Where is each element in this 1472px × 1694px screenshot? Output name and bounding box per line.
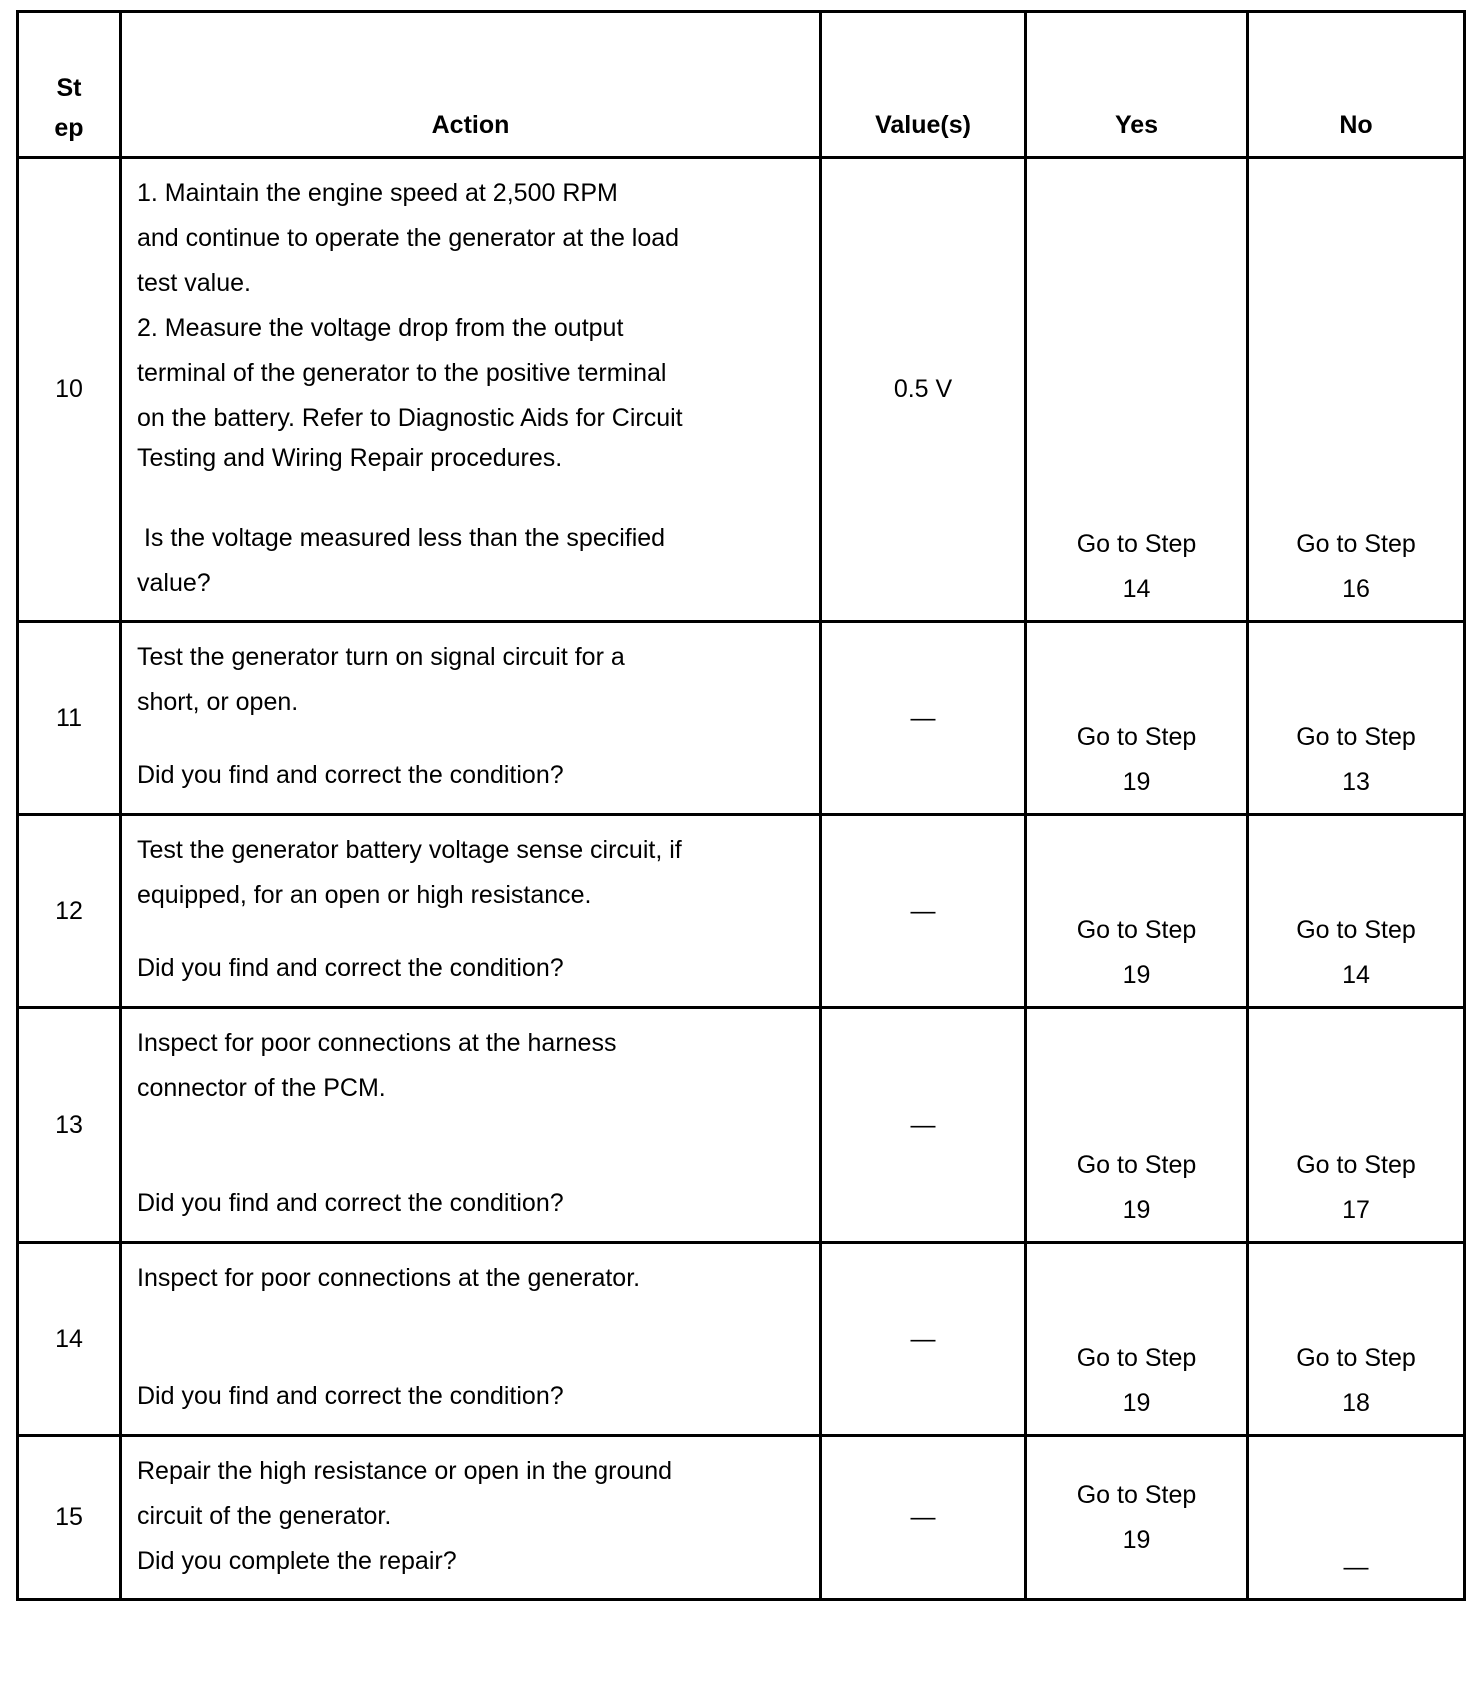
value-cell: 0.5 V bbox=[821, 158, 1026, 622]
question-line: Did you complete the repair? bbox=[137, 1547, 457, 1575]
no-value-dash: — bbox=[1343, 1553, 1369, 1581]
header-yes: Yes bbox=[1026, 12, 1248, 158]
no-cell bbox=[1248, 815, 1465, 1008]
value-cell: — bbox=[821, 815, 1026, 1008]
no-cell bbox=[1248, 158, 1465, 622]
yes-goto-label: Go to Step bbox=[1076, 1151, 1197, 1179]
header-action: Action bbox=[121, 12, 821, 158]
action-line: Test the generator battery voltage sense circuit, if bbox=[137, 836, 682, 864]
no-goto-step: 16 bbox=[1342, 575, 1370, 603]
yes-goto-step: 19 bbox=[1122, 1389, 1151, 1417]
question-line: Did you find and correct the condition? bbox=[137, 954, 564, 982]
yes-goto-label: Go to Step bbox=[1076, 723, 1197, 751]
yes-goto-label: Go to Step bbox=[1076, 1344, 1197, 1372]
yes-goto-step: 19 bbox=[1122, 768, 1151, 796]
step-number: 11 bbox=[18, 622, 121, 815]
value-cell: — bbox=[821, 1436, 1026, 1600]
action-line: Inspect for poor connections at the harness bbox=[137, 1029, 617, 1057]
value-cell: — bbox=[821, 622, 1026, 815]
question-line: Did you find and correct the condition? bbox=[137, 1382, 564, 1410]
action-cell bbox=[121, 622, 821, 815]
header-step bbox=[18, 12, 121, 158]
yes-cell bbox=[1026, 158, 1248, 622]
action-line: on the battery. Refer to Diagnostic Aids for Circuit bbox=[137, 404, 683, 432]
action-line: Test the generator turn on signal circuit for a bbox=[137, 643, 625, 671]
yes-goto-label: Go to Step bbox=[1076, 530, 1197, 558]
no-goto-label: Go to Step bbox=[1296, 916, 1416, 944]
header-step-line1: St bbox=[56, 74, 82, 102]
no-goto-label: Go to Step bbox=[1296, 723, 1416, 751]
step-number: 10 bbox=[18, 158, 121, 622]
yes-goto-label: Go to Step bbox=[1076, 1480, 1197, 1509]
table-row bbox=[18, 1436, 1465, 1600]
action-cell bbox=[121, 815, 821, 1008]
action-line: 1. Maintain the engine speed at 2,500 RPM bbox=[137, 179, 618, 207]
table-row bbox=[18, 158, 1465, 622]
action-cell bbox=[121, 1008, 821, 1243]
action-line: and continue to operate the generator at the load bbox=[137, 224, 680, 252]
yes-cell bbox=[1026, 815, 1248, 1008]
action-line: equipped, for an open or high resistance. bbox=[137, 881, 592, 909]
question-line: Did you find and correct the condition? bbox=[137, 1189, 564, 1217]
action-line: terminal of the generator to the positive terminal bbox=[137, 359, 667, 387]
action-line: Inspect for poor connections at the generator. bbox=[137, 1264, 641, 1292]
yes-goto-step: 19 bbox=[1122, 1525, 1151, 1554]
yes-cell bbox=[1026, 1436, 1248, 1600]
diagnostic-table bbox=[16, 10, 1466, 1601]
table-header-row bbox=[18, 12, 1465, 158]
step-number: 15 bbox=[18, 1436, 121, 1600]
action-line: Repair the high resistance or open in the ground bbox=[137, 1457, 673, 1485]
no-cell bbox=[1248, 1436, 1465, 1600]
step-number: 12 bbox=[18, 815, 121, 1008]
action-line: short, or open. bbox=[137, 688, 299, 716]
action-cell bbox=[121, 158, 821, 622]
table-row bbox=[18, 622, 1465, 815]
question-line: Is the voltage measured less than the specified bbox=[137, 524, 666, 552]
no-goto-step: 17 bbox=[1342, 1196, 1370, 1224]
yes-cell bbox=[1026, 1008, 1248, 1243]
step-number: 14 bbox=[18, 1243, 121, 1436]
no-goto-step: 14 bbox=[1342, 961, 1370, 989]
question-line: Did you find and correct the condition? bbox=[137, 761, 564, 789]
yes-goto-step: 19 bbox=[1122, 961, 1151, 989]
yes-goto-step: 14 bbox=[1122, 575, 1151, 603]
value-cell: — bbox=[821, 1008, 1026, 1243]
yes-goto-label: Go to Step bbox=[1076, 916, 1197, 944]
action-line: connector of the PCM. bbox=[137, 1074, 386, 1102]
header-values: Value(s) bbox=[821, 12, 1026, 158]
step-number: 13 bbox=[18, 1008, 121, 1243]
yes-goto-step: 19 bbox=[1122, 1196, 1151, 1224]
table-row bbox=[18, 1008, 1465, 1243]
action-line: circuit of the generator. bbox=[137, 1502, 392, 1530]
header-step-line2: ep bbox=[54, 114, 84, 142]
no-goto-step: 18 bbox=[1342, 1389, 1370, 1417]
table-row bbox=[18, 1243, 1465, 1436]
yes-cell bbox=[1026, 1243, 1248, 1436]
no-goto-label: Go to Step bbox=[1296, 530, 1416, 558]
action-cell bbox=[121, 1243, 821, 1436]
action-line: Testing and Wiring Repair procedures. bbox=[137, 444, 563, 472]
no-cell bbox=[1248, 622, 1465, 815]
value-cell: — bbox=[821, 1243, 1026, 1436]
yes-cell bbox=[1026, 622, 1248, 815]
no-goto-step: 13 bbox=[1342, 768, 1370, 796]
action-line: 2. Measure the voltage drop from the output bbox=[137, 314, 624, 342]
no-goto-label: Go to Step bbox=[1296, 1151, 1416, 1179]
no-cell bbox=[1248, 1008, 1465, 1243]
no-cell bbox=[1248, 1243, 1465, 1436]
header-no: No bbox=[1248, 12, 1465, 158]
question-line: value? bbox=[137, 569, 211, 597]
table-row bbox=[18, 815, 1465, 1008]
action-cell bbox=[121, 1436, 821, 1600]
action-line: test value. bbox=[137, 269, 251, 297]
no-goto-label: Go to Step bbox=[1296, 1344, 1416, 1372]
